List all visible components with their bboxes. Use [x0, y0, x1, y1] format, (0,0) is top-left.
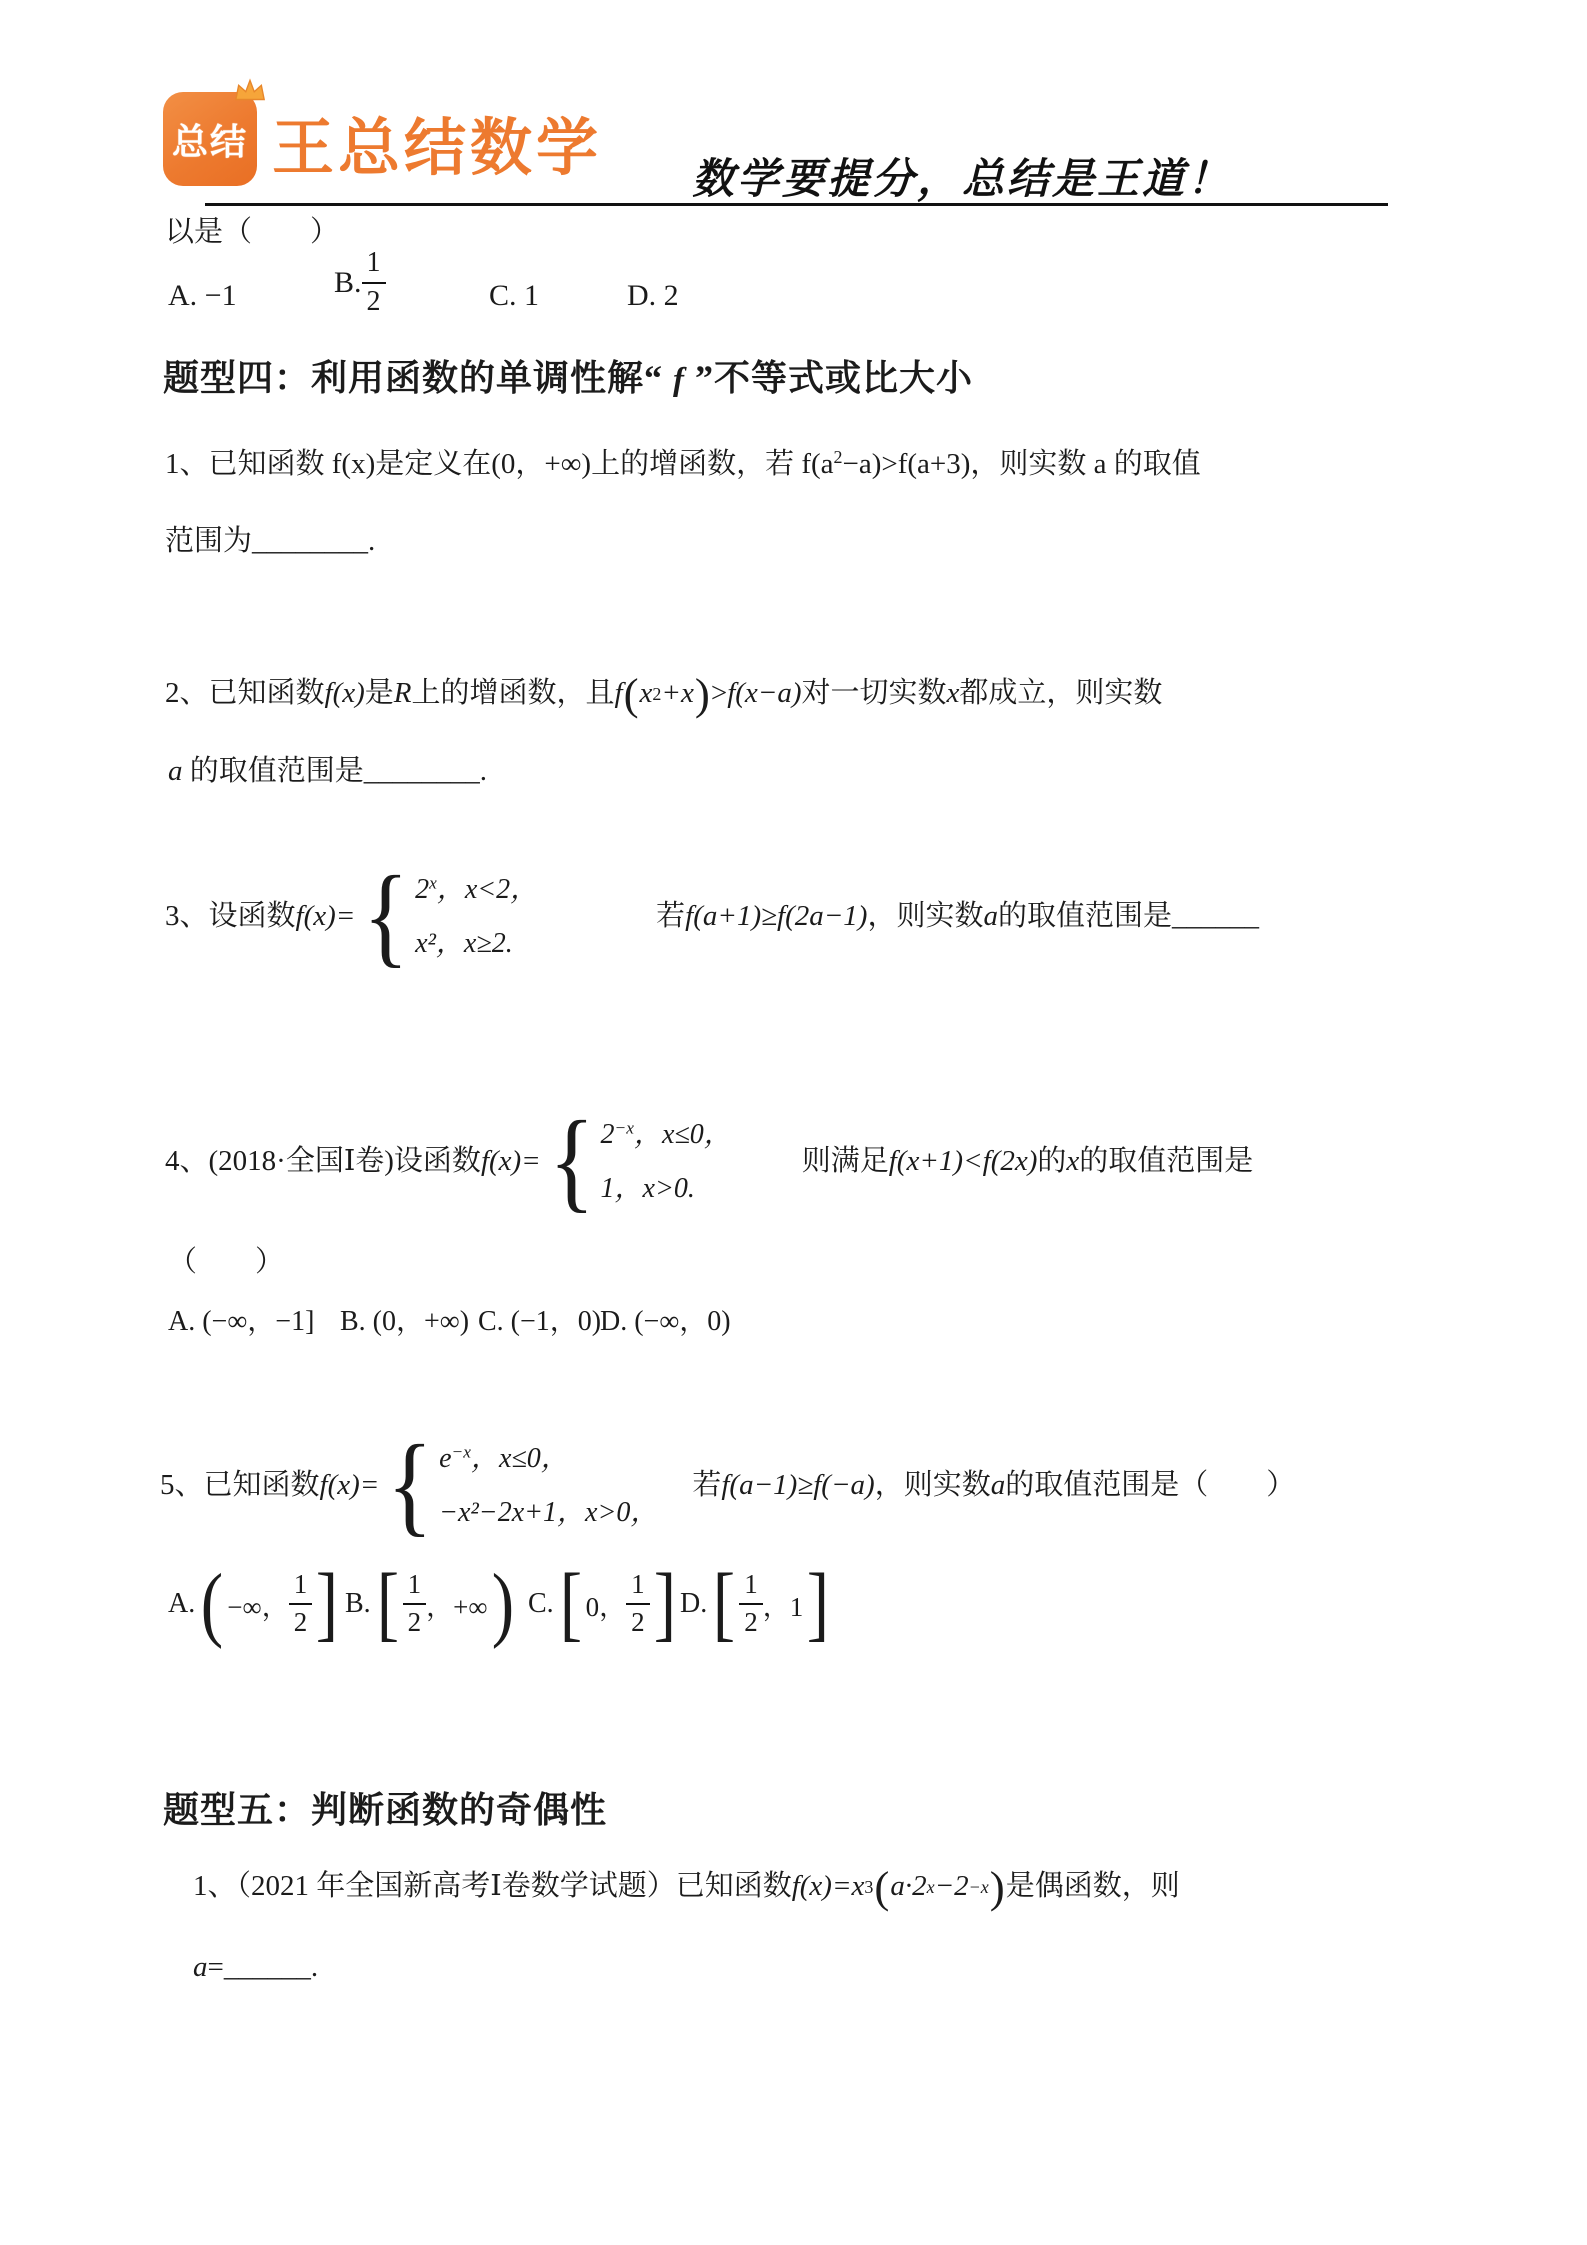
problem-2-text-e: 都成立，则实数 — [959, 677, 1163, 710]
piecewise-row-1 — [601, 1116, 732, 1154]
piecewise-row-2: −x²−2x+1，x>0， — [439, 1497, 659, 1528]
brand-logo-icon — [163, 92, 257, 186]
problem-2-a-var: a — [168, 755, 183, 787]
problem-2-math-f2: f(x−a) — [727, 677, 802, 710]
option-c: C. 1 — [489, 279, 540, 312]
problem-3-text-b: ，则实数 — [867, 900, 984, 933]
problem-2-open-paren: ( — [623, 668, 639, 719]
piecewise-brace: { — [387, 1423, 434, 1548]
problem-1-exponent: 2 — [833, 447, 843, 468]
piecewise-row-2: 1，x>0. — [600, 1173, 695, 1204]
option-open-bracket: [ — [376, 1557, 399, 1650]
fraction-denominator: 2 — [293, 1607, 308, 1637]
pw-base: 2 — [415, 874, 430, 906]
problem-1-line-2: 范围为________. — [165, 525, 376, 557]
problem-5 — [160, 1422, 1295, 1550]
problem-6-blank: =______. — [207, 1951, 319, 1983]
piecewise-row-2: x²，x≥2. — [415, 928, 513, 959]
problem-2-text-b: 是 — [364, 677, 394, 710]
header-divider — [205, 203, 1388, 206]
problem-5-text-c: 的取值范围是（ ） — [1005, 1469, 1296, 1502]
option-b-fraction — [362, 248, 386, 318]
problem-6-exponent-1: 3 — [864, 1876, 874, 1897]
problem-2-math-mid: +x — [661, 677, 694, 710]
problem-5-head: 5、已知函数 — [160, 1469, 320, 1502]
question-stem-fragment: 以是（ ） — [165, 216, 340, 248]
problem-4-option-a: A. (−∞，−1] — [168, 1306, 315, 1337]
problem-4 — [165, 1098, 1253, 1226]
problem-6-line-2 — [193, 1948, 318, 1987]
problem-4-inequality: f(x+1)<f(2x) — [888, 1145, 1038, 1178]
problem-5-option-b — [345, 1557, 518, 1650]
option-label: B. — [345, 1588, 371, 1619]
option-fraction — [403, 1570, 427, 1637]
option-pre-text: 0， — [585, 1591, 627, 1622]
pw-exponent: −x — [614, 1118, 634, 1138]
fraction-numerator: 1 — [362, 248, 386, 284]
problem-6-exponent-2: x — [926, 1876, 935, 1897]
section-4-title — [163, 350, 973, 401]
pw-condition: ，x≤0， — [633, 1119, 732, 1151]
problem-6-line-1 — [193, 1858, 1180, 1916]
problem-6-text-a: 1、（2021 年全国新高考Ⅰ卷数学试题）已知函数 — [193, 1870, 792, 1903]
problem-1-text-a: 1、已知函数 f(x)是定义在(0，+∞)上的增函数，若 f(a — [165, 448, 834, 480]
problem-2-x: x — [946, 677, 960, 710]
option-fraction — [739, 1570, 763, 1637]
section-4-title-post: ”不等式或比大小 — [685, 358, 974, 398]
pw-exponent: −x — [451, 1442, 471, 1462]
option-pre-text: −∞， — [227, 1591, 289, 1622]
option-fraction — [289, 1570, 313, 1637]
option-label: D. — [680, 1588, 708, 1619]
piecewise-row-1 — [439, 1440, 658, 1478]
fraction-denominator: 2 — [366, 285, 381, 317]
crown-icon — [233, 78, 267, 104]
problem-2-text-a: 2、已知函数 — [165, 677, 325, 710]
option-fraction — [626, 1570, 650, 1637]
problem-2-math-x: x — [639, 677, 653, 710]
pw-base: 2 — [600, 1119, 615, 1151]
problem-4-option-d: D. (−∞，0) — [600, 1306, 731, 1337]
problem-6-open-paren: ( — [874, 1861, 890, 1912]
problem-2-math-f1: f — [614, 677, 623, 710]
problem-5-option-d — [680, 1557, 833, 1650]
section-4-title-pre: 题型四：利用函数的单调性解“ — [163, 358, 674, 398]
option-a: A. −1 — [168, 279, 237, 312]
problem-6-math-c: −2 — [934, 1870, 969, 1903]
pw-base: e — [439, 1443, 452, 1475]
problem-4-head: 4、(2018·全国Ⅰ卷)设函数 — [165, 1145, 481, 1178]
problem-2-R: R — [393, 677, 412, 710]
option-label: A. — [168, 1588, 196, 1619]
option-open-bracket: ( — [201, 1557, 224, 1650]
problem-4-x-var: x — [1066, 1145, 1080, 1178]
problem-4-text-b: 的 — [1037, 1145, 1067, 1178]
problem-3-a-var: a — [983, 900, 998, 933]
problem-6-math-b: a·2 — [890, 1870, 927, 1903]
problem-4-text-c: 的取值范围是 — [1079, 1145, 1254, 1178]
option-post-text: ，1 — [762, 1591, 804, 1622]
problem-2-fx: f(x) — [324, 677, 365, 710]
problem-3-inequality: f(a+1)≥f(2a−1) — [685, 900, 868, 933]
problem-3-fx: f(x)= — [295, 900, 356, 933]
fraction-denominator: 2 — [744, 1607, 758, 1637]
option-open-bracket: [ — [559, 1557, 582, 1650]
problem-3-text-a: 若 — [656, 900, 686, 933]
problem-2-line-2-text: 的取值范围是________. — [182, 755, 488, 787]
piecewise-brace: { — [548, 1099, 595, 1224]
option-open-bracket: [ — [713, 1557, 736, 1650]
problem-4-option-c: C. (−1，0) — [478, 1306, 602, 1337]
problem-2-close-paren: ) — [694, 668, 710, 719]
option-b-label: B. — [334, 265, 362, 299]
problem-2-text-c: 上的增函数，且 — [411, 677, 615, 710]
problem-3 — [165, 854, 1259, 979]
option-close-bracket: ] — [653, 1557, 676, 1650]
problem-5-inequality: f(a−1)≥f(−a) — [721, 1469, 875, 1502]
option-d: D. 2 — [627, 279, 679, 312]
option-close-bracket: ] — [316, 1557, 339, 1650]
section-4-title-f: f — [673, 362, 686, 398]
problem-1-line-1 — [165, 445, 1201, 484]
fraction-numerator: 1 — [403, 1570, 427, 1605]
brand-slogan: 数学要提分，总结是王道！ — [692, 157, 1233, 203]
problem-1-text-b: −a)>f(a+3)，则实数 a 的取值 — [842, 448, 1201, 480]
problem-4-piecewise — [601, 1116, 732, 1208]
problem-4-option-b: B. (0，+∞) — [340, 1306, 470, 1337]
brand-name: 王总结数学 — [272, 114, 603, 183]
piecewise-row-1 — [415, 871, 538, 909]
problem-6-text-b: 是偶函数，则 — [1005, 1870, 1180, 1903]
problem-3-text-c: 的取值范围是______ — [997, 900, 1259, 933]
problem-2-gt: > — [710, 677, 728, 710]
problem-5-option-a — [168, 1557, 342, 1650]
problem-5-piecewise — [439, 1440, 658, 1532]
problem-5-option-c — [528, 1557, 680, 1650]
problem-6-math-a: f(x)=x — [791, 1870, 865, 1903]
fraction-denominator: 2 — [407, 1607, 422, 1637]
option-label: C. — [528, 1588, 554, 1619]
problem-5-a-var: a — [990, 1469, 1006, 1502]
fraction-denominator: 2 — [631, 1607, 645, 1637]
option-close-bracket: ) — [491, 1557, 514, 1650]
problem-6-close-paren: ) — [989, 1861, 1005, 1912]
problem-5-fx: f(x)= — [319, 1469, 380, 1502]
option-close-bracket: ] — [807, 1557, 830, 1650]
problem-3-head: 3、设函数 — [165, 900, 296, 933]
pw-condition: ，x≤0， — [470, 1443, 569, 1475]
problem-6-a-var: a — [193, 1951, 208, 1983]
problem-4-fx: f(x)= — [480, 1145, 541, 1178]
piecewise-brace: { — [363, 854, 410, 979]
problem-2-line-2 — [168, 752, 487, 791]
problem-5-text-b: ，则实数 — [874, 1469, 991, 1502]
problem-2-exponent: 2 — [652, 683, 662, 704]
fraction-numerator: 1 — [626, 1570, 650, 1605]
problem-3-piecewise — [415, 871, 538, 963]
fraction-numerator: 1 — [289, 1570, 313, 1605]
problem-4-text-a: 则满足 — [801, 1145, 889, 1178]
pw-condition: ，x<2， — [436, 874, 539, 906]
section-5-title: 题型五：判断函数的奇偶性 — [163, 1789, 608, 1830]
problem-4-answer-paren: （ ） — [168, 1246, 285, 1278]
brand-badge-text: 总结 — [171, 120, 248, 162]
problem-6-exponent-3: −x — [968, 1876, 989, 1897]
problem-2-text-d: 对一切实数 — [801, 677, 947, 710]
problem-2-line-1 — [165, 662, 1162, 726]
pw-exponent: x — [429, 873, 437, 893]
option-b — [334, 248, 386, 318]
problem-5-text-a: 若 — [692, 1469, 722, 1502]
option-post-text: ，+∞ — [426, 1591, 488, 1622]
fraction-numerator: 1 — [739, 1570, 763, 1605]
